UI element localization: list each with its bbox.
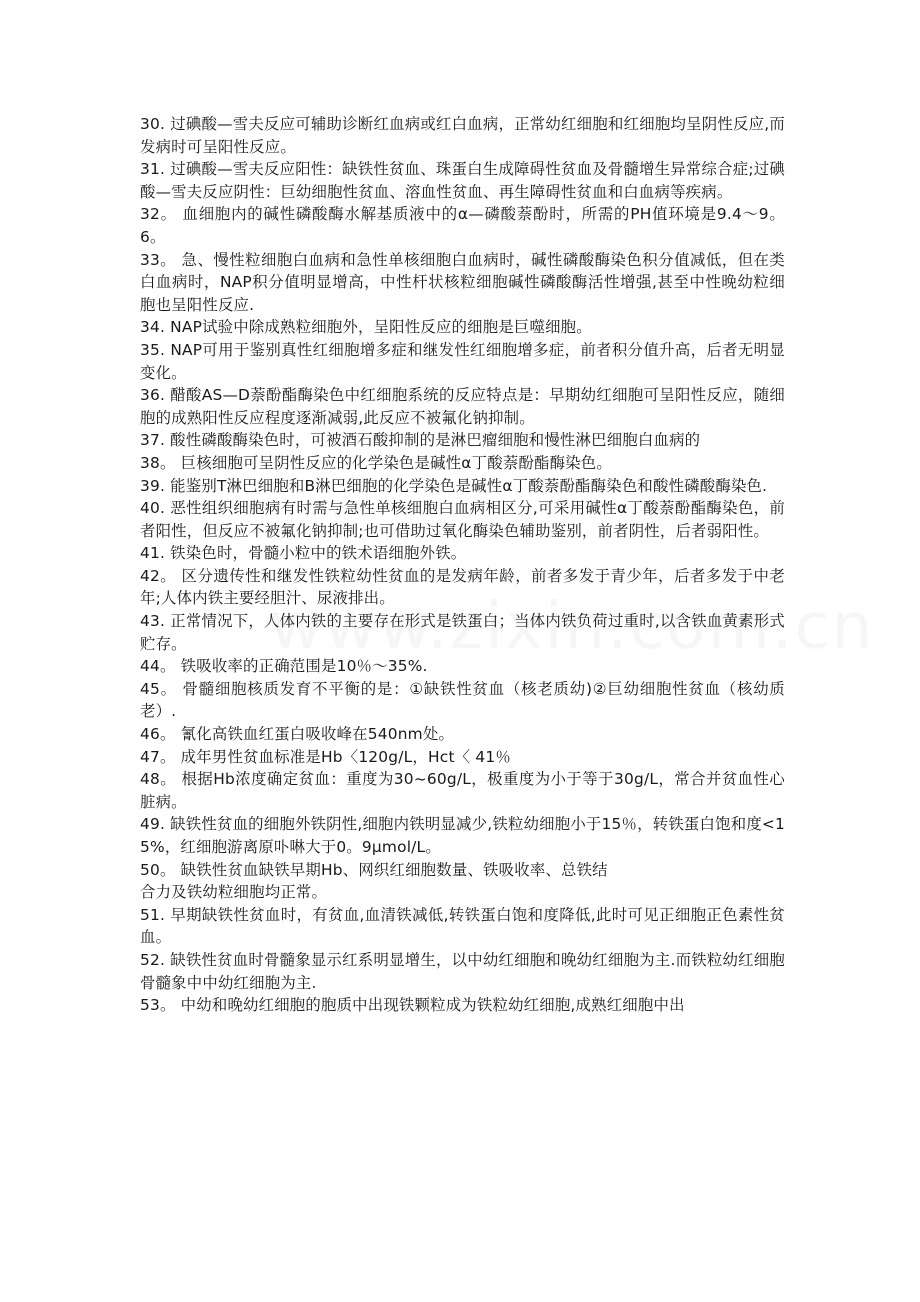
paragraph-38: 38。 巨核细胞可呈阴性反应的化学染色是碱性α丁酸萘酚酯酶染色。 (140, 453, 612, 472)
paragraph-40: 40. 恶性组织细胞病有时需与急性单核细胞白血病相区分,可采用碱性α丁酸萘酚酯酶染色，前者阳性，但反应不被氟化钠抑制;也可借助过氧化酶染色辅助鉴别，前者阴性，后者弱阳性。 (140, 499, 785, 540)
paragraph-48: 48。 根据Hb浓度确定贫血：重度为30~60g/L，极重度为小于等于30g/L，常合并贫血性心脏病。 (140, 770, 785, 811)
paragraph-30: 30. 过碘酸—雪夫反应可辅助诊断红血病或红白血病，正常幼红细胞和红细胞均呈阴性反应,而发病时可呈阳性反应。 (140, 115, 785, 156)
paragraph-50-continued: 合力及铁幼粒细胞均正常。 (140, 883, 328, 902)
paragraph-39: 39. 能鉴别T淋巴细胞和B淋巴细胞的化学染色是碱性α丁酸萘酚酯酶染色和酸性磷酸酶染色. (140, 476, 768, 495)
paragraph-53: 53。 中幼和晚幼红细胞的胞质中出现铁颗粒成为铁粒幼红细胞,成熟红细胞中出 (140, 996, 685, 1015)
paragraph-46: 46。 氰化高铁血红蛋白吸收峰在540nm处。 (140, 725, 455, 744)
paragraph-35: 35. NAP可用于鉴别真性红细胞增多症和继发性红细胞增多症，前者积分值升高，后者无明显变化。 (140, 340, 785, 382)
paragraph-36: 36. 醋酸AS—D萘酚酯酶染色中红细胞系统的反应特点是：早期幼红细胞可呈阳性反应，随细胞的成熟阳性反应程度逐渐减弱,此反应不被氟化钠抑制。 (140, 386, 785, 427)
paragraph-52: 52. 缺铁性贫血时骨髓象显示红系明显增生，以中幼红细胞和晚幼红细胞为主.而铁粒幼红细胞骨髓象中中幼红细胞为主. (140, 950, 785, 992)
paragraph-45: 45。 骨髓细胞核质发育不平衡的是：①缺铁性贫血（核老质幼)②巨幼细胞性贫血（核幼质老）. (140, 679, 785, 721)
paragraph-33: 33。 急、慢性粒细胞白血病和急性单核细胞白血病时，碱性磷酸酶染色积分值减低，但在类白血病时，NAP积分值明显增高，中性杆状核粒细胞碱性磷酸酶活性增强,甚至中性晚幼粒细胞也呈阳性反应. (140, 250, 785, 314)
paragraph-43: 43. 正常情况下，人体内铁的主要存在形式是铁蛋白；当体内铁负荷过重时,以含铁血黄素形式贮存。 (140, 612, 785, 653)
paragraph-34: 34. NAP试验中除成熟粒细胞外，呈阳性反应的细胞是巨噬细胞。 (140, 318, 592, 337)
paragraph-32: 32。 血细胞内的碱性磷酸酶水解基质液中的α—磷酸萘酚时，所需的PH值环境是9.4～9。6。 (140, 205, 785, 246)
paragraph-50: 50。 缺铁性贫血缺铁早期Hb、网织红细胞数量、铁吸收率、总铁结 (140, 860, 608, 879)
paragraph-37: 37. 酸性磷酸酶染色时，可被酒石酸抑制的是淋巴瘤细胞和慢性淋巴细胞白血病的 (140, 431, 701, 450)
document-body (140, 113, 785, 1017)
paragraph-51: 51. 早期缺铁性贫血时，有贫血,血清铁减低,转铁蛋白饱和度降低,此时可见正细胞正色素性贫血。 (140, 905, 785, 947)
paragraph-31: 31. 过碘酸—雪夫反应阳性：缺铁性贫血、珠蛋白生成障碍性贫血及骨髓增生异常综合症;过碘酸—雪夫反应阴性：巨幼细胞性贫血、溶血性贫血、再生障碍性贫血和白血病等疾病。 (140, 160, 785, 201)
paragraph-42: 42。 区分遗传性和继发性铁粒幼性贫血的是发病年龄，前者多发于青少年，后者多发于中老年;人体内铁主要经胆汁、尿液排出。 (140, 566, 785, 608)
paragraph-49: 49. 缺铁性贫血的细胞外铁阴性,细胞内铁明显减少,铁粒幼细胞小于15％，转铁蛋白饱和度<15%，红细胞游离原卟啉大于0。9μmol/L。 (140, 815, 785, 856)
paragraph-41: 41. 铁染色时，骨髓小粒中的铁术语细胞外铁。 (140, 544, 467, 563)
paragraph-47: 47。 成年男性贫血标准是Hb〈120g/L，Hct〈 41％ (140, 747, 511, 766)
paragraph-44: 44。 铁吸收率的正确范围是10％～35%. (140, 657, 428, 676)
